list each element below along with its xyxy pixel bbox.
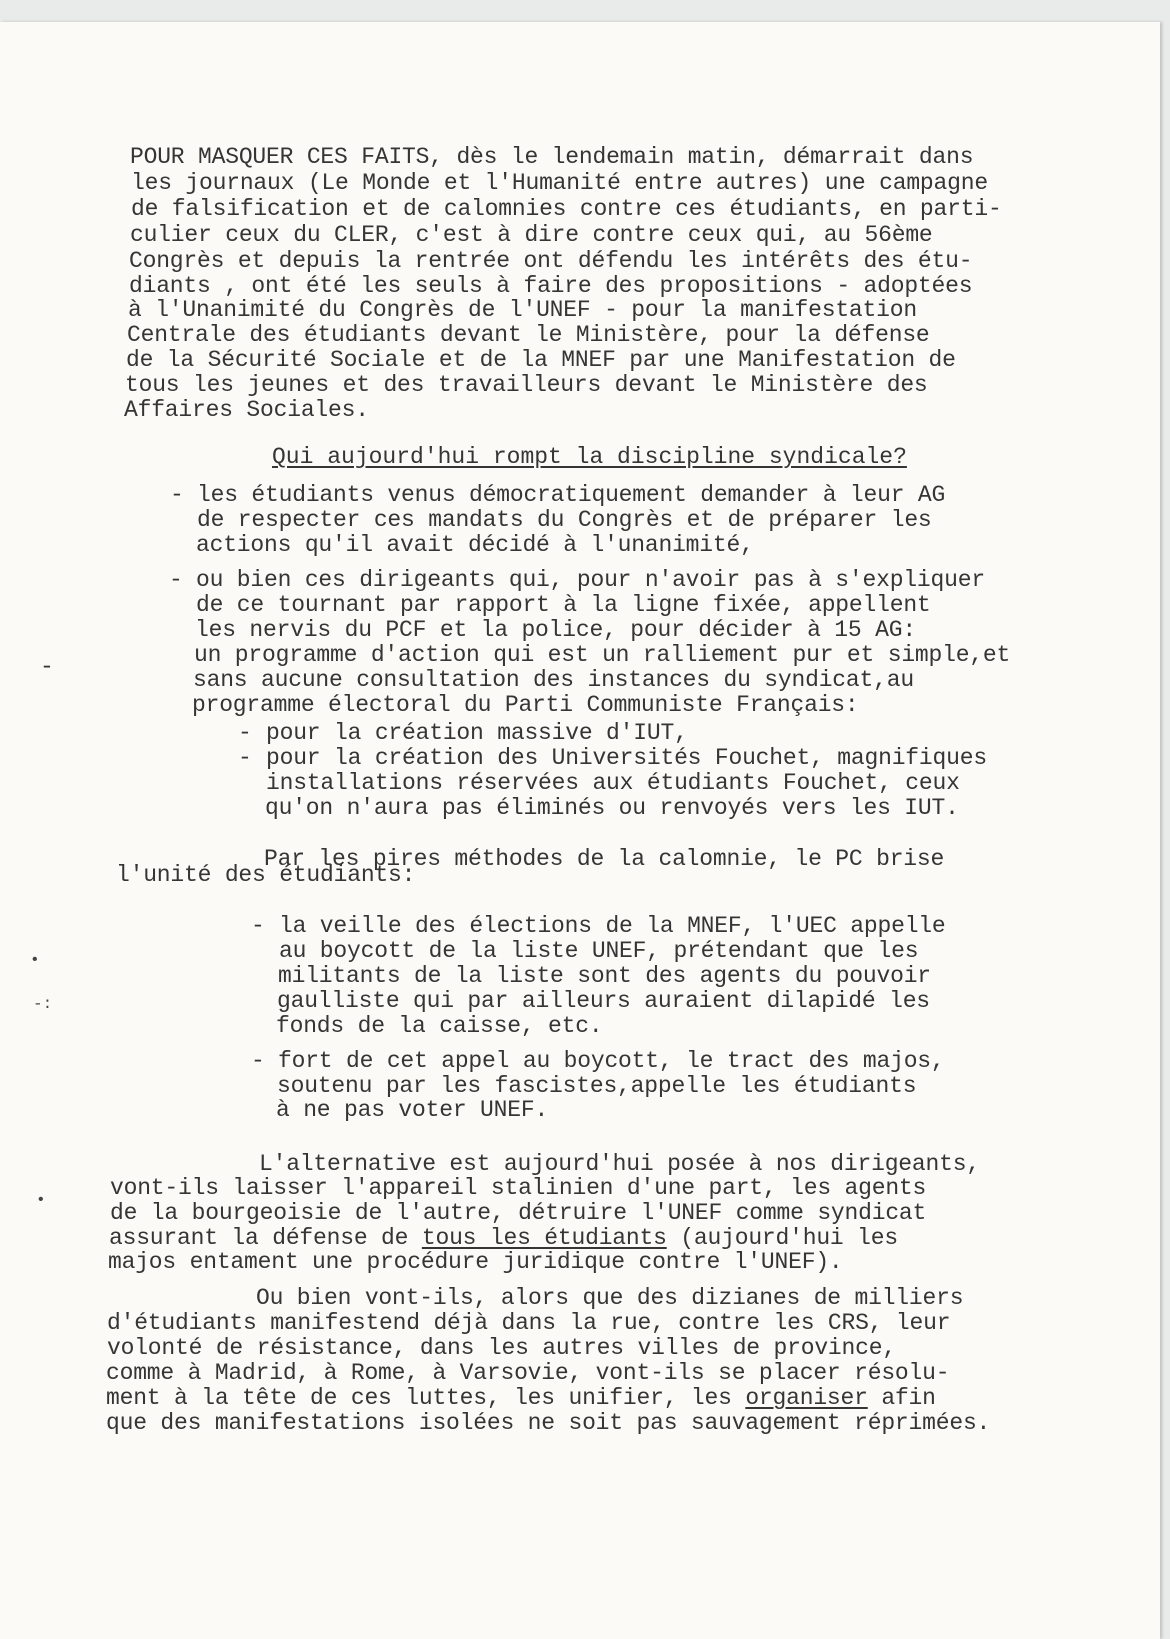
text-line: fonds de la caisse, etc. (276, 1013, 603, 1039)
text-line: installations réservées aux étudiants Fouchet, ceux (266, 770, 960, 796)
text-line: qu'on n'aura pas éliminés ou renvoyés vers les IUT. (265, 795, 959, 821)
text-line: de la Sécurité Sociale et de la MNEF par une Manifestation de (126, 347, 956, 373)
text-line: que des manifestations isolées ne soit pas sauvagement réprimées. (106, 1410, 991, 1436)
text-line: vont-ils laisser l'appareil stalinien d'une part, les agents (110, 1175, 927, 1201)
text-line: de falsification et de calomnies contre ces étudiants, en parti- (131, 196, 1002, 222)
bullet-dash: - (251, 1048, 265, 1074)
text-line: tous les jeunes et des travailleurs devant le Ministère des (125, 372, 928, 398)
margin-dot: • (36, 1191, 46, 1209)
bullet-dash: - (238, 745, 252, 771)
text-line: à ne pas voter UNEF. (276, 1097, 549, 1123)
bullet-dash: - (169, 567, 183, 593)
text-line: sans aucune consultation des instances du syndicat,au (193, 667, 914, 693)
text-line: Par les pires méthodes de la calomnie, le PC brise (264, 846, 945, 872)
text-line (109, 1225, 898, 1251)
text-line: Centrale des étudiants devant le Ministère, pour la défense (127, 322, 930, 348)
text-line: gaulliste qui par ailleurs auraient dilapidé les (277, 988, 930, 1014)
text-line: culier ceux du CLER, c'est à dire contre ceux qui, au 56ème (130, 222, 933, 248)
text-line (106, 1385, 936, 1411)
margin-dot: • (30, 951, 40, 969)
underlined-text: tous les étudiants (421, 1225, 667, 1251)
margin-mark: -: (33, 995, 53, 1013)
text-line: de respecter ces mandats du Congrès et de préparer les (197, 507, 932, 533)
text-line: actions qu'il avait décidé à l'unanimité, (196, 532, 754, 558)
text-line: comme à Madrid, à Rome, à Varsovie, vont-ils se placer résolu- (106, 1360, 950, 1386)
bullet-dash: - (251, 913, 265, 939)
text-line: Congrès et depuis la rentrée ont défendu les intérêts des étu- (129, 248, 973, 274)
text-run: ment à la tête de ces luttes, les unifier, les (106, 1385, 746, 1411)
text-line: militants de la liste sont des agents du pouvoir (278, 963, 931, 989)
text-line: POUR MASQUER CES FAITS, dès le lendemain matin, démarrait dans (130, 144, 974, 170)
section-heading: Qui aujourd'hui rompt la discipline syndicale? (272, 444, 907, 470)
text-line: Affaires Sociales. (124, 397, 369, 423)
text-line: de la bourgeoisie de l'autre, détruire l'UNEF comme syndicat (110, 1200, 927, 1226)
text-line: volonté de résistance, dans les autres villes de province, (107, 1335, 896, 1361)
text-line: d'étudiants manifestend déjà dans la rue, contre les CRS, leur (107, 1310, 951, 1336)
text-line: Ou bien vont-ils, alors que des dizianes de milliers (256, 1285, 964, 1311)
text-line: L'alternative est aujourd'hui posée à nos dirigeants, (259, 1151, 980, 1177)
text-line: pour la création des Universités Fouchet, magnifiques (266, 745, 987, 771)
text-line: fort de cet appel au boycott, le tract des majos, (278, 1048, 945, 1074)
text-run: afin (867, 1385, 936, 1411)
text-line: les nervis du PCF et la police, pour décider à 15 AG: (195, 617, 916, 643)
text-line: ou bien ces dirigeants qui, pour n'avoir pas à s'expliquer (196, 567, 985, 593)
underlined-text: organiser (745, 1385, 868, 1411)
text-line: à l'Unanimité du Congrès de l'UNEF - pour la manifestation (128, 297, 917, 323)
text-line: programme électoral du Parti Communiste Français: (192, 692, 859, 718)
bullet-dash: - (170, 482, 184, 508)
text-line: un programme d'action qui est un ralliement pur et simple,et (194, 642, 1011, 668)
margin-mark: - (40, 654, 54, 680)
bullet-dash: - (238, 720, 252, 746)
text-run: assurant la défense de (109, 1225, 422, 1251)
text-line: soutenu par les fascistes,appelle les étudiants (277, 1073, 917, 1099)
text-line: les étudiants venus démocratiquement demander à leur AG (197, 482, 946, 508)
text-line: les journaux (Le Monde et l'Humanité entre autres) une campagne (131, 170, 988, 196)
text-line: au boycott de la liste UNEF, prétendant que les (279, 938, 919, 964)
text-line: l'unité des étudiants: (116, 862, 416, 888)
text-line: de ce tournant par rapport à la ligne fixée, appellent (196, 592, 931, 618)
text-line: majos entament une procédure juridique contre l'UNEF). (108, 1249, 843, 1275)
sub-list-item: pour la création massive d'IUT, (266, 720, 688, 746)
text-line: la veille des élections de la MNEF, l'UEC appelle (279, 913, 946, 939)
text-line: diants , ont été les seuls à faire des propositions - adoptées (129, 273, 973, 299)
text-run: (aujourd'hui les (666, 1225, 898, 1251)
